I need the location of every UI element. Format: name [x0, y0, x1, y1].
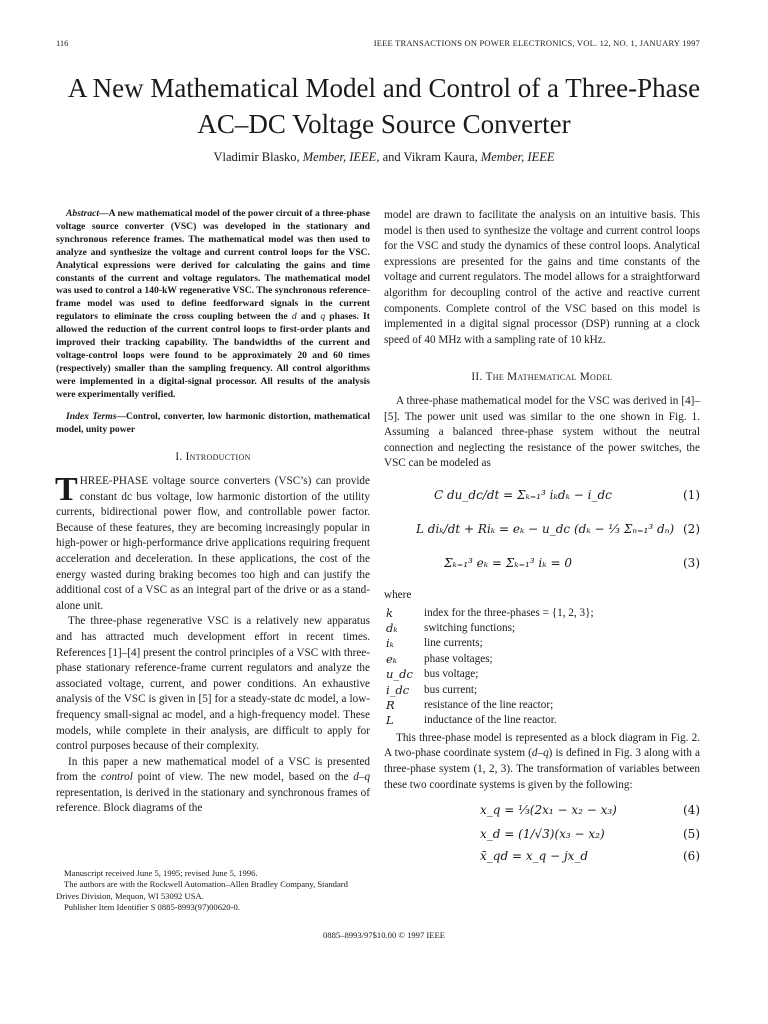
- definition-row: [384, 652, 700, 667]
- continued-paragraph: model are drawn to facilitate the analysis on an intuitive basis. This model is then used to synthesize the voltage and current control loops for the VSC and study the dynamics of these control loops. Analytical expressions are presented for the gains and time constants of the voltage and current regulators. The model allows for a straightforward algorithm for decoupling control of the active and reactive current components. Complete control of the VSC based on this model is implemented in a digital signal processor (DSP) running at a clock speed of 40 MHz with a sampling rate of 10 kHz.: [384, 209, 700, 346]
- definition-text: switching functions;: [424, 621, 516, 634]
- definition-text: bus voltage;: [424, 668, 479, 681]
- equation-2-number: (2): [683, 521, 700, 536]
- definition-symbol: i_dc: [386, 682, 410, 697]
- definition-symbol: eₖ: [386, 651, 398, 666]
- math-dq: d–q: [353, 771, 371, 784]
- intro-paragraph-2: The three-phase regenerative VSC is a relatively new apparatus and has attracted much development effort in recent times. References [1]–[4] present the control principles of a VSC with three-phase stationary reference-frame current regulators and analyze the associated voltage, current, and power conditions. An exhaustive analysis of the VSC is given in [5] for a steady-state dc model, a low-frequency small-signal ac model, and a high-frequency model. These models, while complete in their analysis, are difficult to apply for control purposes because of their complexity.: [56, 615, 370, 753]
- page-number: 116: [56, 38, 69, 48]
- footnote-affiliation: The authors are with the Rockwell Automation–Allen Bradley Company, Standard Drives Division, Mequon, WI 53092 USA.: [56, 879, 348, 901]
- abstract-and: and: [300, 311, 317, 323]
- definition-row: [384, 621, 700, 636]
- running-header: IEEE TRANSACTIONS ON POWER ELECTRONICS, VOL. 12, NO. 1, JANUARY 1997: [373, 38, 700, 48]
- equation-1-number: (1): [683, 487, 700, 502]
- author-line: [40, 150, 728, 165]
- equation-1-body: C du_dc/dt = Σₖ₌₁³ iₖdₖ − i_dc: [434, 487, 612, 502]
- section-numeral: II.: [471, 371, 483, 384]
- definition-row: [384, 698, 700, 713]
- definition-text: line currents;: [424, 637, 483, 650]
- author-conjunction: and: [382, 150, 401, 164]
- intro-text-3b: point of view. The new model, based on the: [137, 771, 349, 784]
- left-column: [56, 208, 370, 817]
- definition-text: index for the three-phases = {1, 2, 3};: [424, 606, 594, 619]
- definition-row: [384, 713, 700, 728]
- intro-text-3a: In this paper a new mathematical model of a VSC is presented from the: [56, 755, 370, 784]
- equation-2-body: L diₖ/dt + Riₖ = eₖ − u_dc (dₖ − ⅓ Σₙ₌₁³ dₙ): [416, 521, 675, 536]
- index-terms: [56, 411, 370, 437]
- equation-6: [384, 847, 700, 871]
- equation-4-body: x_q = ⅓(2x₁ − x₂ − x₃): [480, 803, 617, 818]
- author-2: Vikram Kaura,: [403, 150, 478, 164]
- equation-3-number: (3): [683, 555, 700, 570]
- intro-text-1: HREE-PHASE voltage source converters (VSC’s) can provide constant dc bus voltage, low harmonic distortion of the utility currents, bidirectional power flow, and controllable power factor. Because of these features, they are becoming increasingly popular in high-power or high-performance drive applications requiring frequent acceleration and deceleration. In these applications, the cost of the energy wasted during braking becomes too high and can justify the additional cost of a VSC as an integral part of the drive or as a stand-alone unit.: [56, 475, 370, 612]
- index-terms-text: Control, converter, low harmonic distortion, mathematical model, unity power: [56, 410, 370, 435]
- abstract: [56, 208, 370, 402]
- abstract-lead: Abstract—: [66, 208, 109, 219]
- equation-4-number: (4): [683, 803, 700, 818]
- footnote-received: Manuscript received June 5, 1995; revised June 5, 1996.: [64, 868, 258, 878]
- model-text-2a: This three-phase model is represented as a block diagram in Fig. 2. A two-phase coordinate system (: [384, 731, 700, 760]
- footnote: [56, 868, 370, 914]
- equation-6-body: x̄_qd = x_q − jx_d: [480, 849, 589, 864]
- model-text-2b: ) is defined in Fig. 3 along with a three-phase system (1, 2, 3). The transformation of variables between these two coordinate systems is given by the following:: [384, 747, 700, 791]
- copyright-footer: 0885–8993/97$10.00 © 1997 IEEE: [322, 930, 446, 940]
- model-paragraph-2: [384, 731, 700, 793]
- section-numeral: I.: [175, 451, 183, 464]
- equation-5: [384, 823, 700, 847]
- equation-2: [384, 514, 700, 548]
- section-heading-model: [384, 370, 700, 386]
- section-title: Introduction: [185, 451, 251, 464]
- section-heading-introduction: [56, 450, 370, 466]
- intro-text-3c: representation, is derived in the stationary and synchronous frames of reference. Block diagrams of the: [56, 786, 370, 815]
- definition-symbol: L: [386, 713, 394, 728]
- definition-row: [384, 683, 700, 698]
- definition-text: phase voltages;: [424, 652, 493, 665]
- definition-text: inductance of the line reactor.: [424, 714, 557, 727]
- equation-3: [384, 548, 700, 582]
- abstract-text-1: A new mathematical model of the power circuit of a three-phase voltage source converter (VSC) was developed in the stationary and synchronous reference frames. The mathematical model was then used to analyze and synthesize the voltage and current control loops for the VSC. Analytical expressions were derived for calculating the gains and time constants of the current and voltage regulators. The mathematical model was used to control a 140-kW regenerative VSC. The synchronous reference-frame model was used to define feedforward signals in the current regulators to eliminate the cross coupling between the: [56, 208, 370, 323]
- equation-4: [384, 799, 700, 823]
- math-dq: d–q: [531, 747, 549, 760]
- symbol-definitions: [384, 606, 700, 729]
- index-terms-lead: Index Terms—: [66, 410, 127, 422]
- emph-control: control: [100, 771, 133, 784]
- definition-row: [384, 606, 700, 621]
- definition-symbol: iₖ: [386, 636, 394, 651]
- definition-symbol: dₖ: [386, 620, 398, 635]
- author-1-role: Member, IEEE,: [302, 150, 380, 164]
- paper-title: A New Mathematical Model and Control of a Three-Phase AC–DC Voltage Source Converter: [67, 73, 701, 139]
- math-q: q: [320, 311, 326, 323]
- definition-row: [384, 636, 700, 651]
- equation-5-number: (5): [683, 827, 700, 842]
- math-d: d: [291, 311, 297, 323]
- footnote-identifier: Publisher Item Identifier S 0885-8993(97)00620-0.: [64, 902, 240, 913]
- definition-text: resistance of the line reactor;: [424, 698, 554, 711]
- intro-paragraph-3: [56, 755, 370, 817]
- abstract-text-2: phases. It allowed the reduction of the current control loops to first-order plants and improved their tracking capability. The bandwidths of the current and voltage-control loops were found to be approximately 20 and 60 times (respectively) smaller than the sampling frequency. All control algorithms were implemented in a digital-signal processor. All results of the analysis were experimentally verified.: [56, 311, 370, 400]
- equation-6-number: (6): [683, 849, 700, 864]
- equation-5-body: x_d = (1/√3)(x₃ − x₂): [480, 827, 605, 842]
- section-title: The Mathematical Model: [485, 371, 613, 384]
- equation-1: [384, 480, 700, 514]
- author-2-role: Member, IEEE: [480, 150, 555, 164]
- definition-symbol: u_dc: [386, 667, 413, 682]
- right-column: [384, 208, 700, 871]
- drop-cap: T: [55, 471, 78, 508]
- intro-paragraph-1: [55, 471, 370, 614]
- where-label: where: [384, 588, 412, 601]
- definition-symbol: k: [386, 605, 393, 620]
- equation-3-body: Σₖ₌₁³ eₖ = Σₖ₌₁³ iₖ = 0: [444, 555, 572, 570]
- definition-text: bus current;: [424, 683, 478, 696]
- definition-row: [384, 667, 700, 682]
- model-paragraph-1: A three-phase mathematical model for the VSC was derived in [4]–[5]. The power unit used was similar to the one shown in Fig. 1. Assuming a balanced three-phase system without the neutral connection and neglecting the resistance of the power switches, the VSC can be modeled as: [384, 394, 700, 470]
- author-1: Vladimir Blasko,: [213, 150, 300, 164]
- definition-symbol: R: [386, 697, 395, 712]
